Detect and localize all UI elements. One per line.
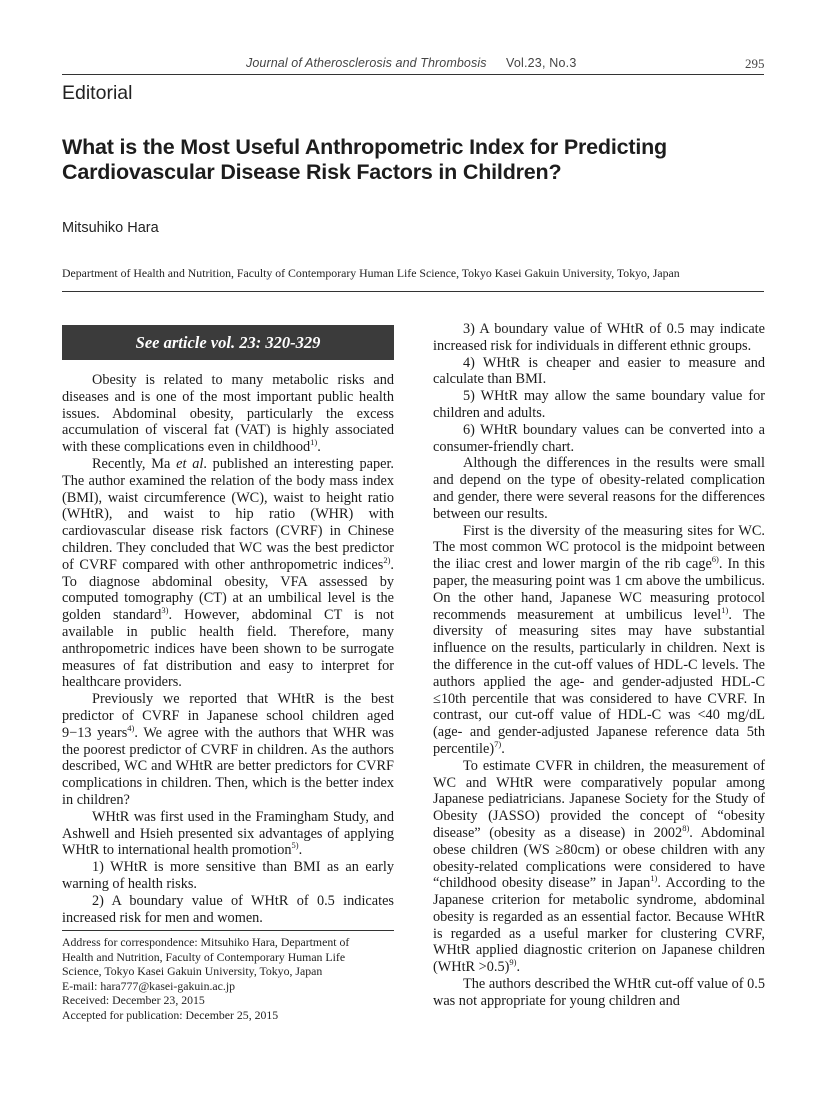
correspondence-block (62, 935, 394, 1023)
list-item: 5) WHtR may allow the same boundary value for children and adults. (433, 388, 765, 421)
see-article-banner: See article vol. 23: 320-329 (62, 325, 394, 360)
correspondence-line: Health and Nutrition, Faculty of Contemporary Human Life (62, 949, 346, 964)
title-line-2: Cardiovascular Disease Risk Factors in Children? (62, 160, 562, 184)
section-label: Editorial (62, 82, 133, 104)
accepted-date: Accepted for publication: December 25, 2015 (62, 1007, 279, 1022)
list-item: 2) A boundary value of WHtR of 0.5 indicates increased risk for men and women. (62, 892, 394, 926)
journal-name: Journal of Atherosclerosis and Thrombosis (246, 56, 487, 70)
paragraph: Previously we reported that WHtR is the best predictor of CVRF in Japanese school children aged 9−13 years$^{4)}$. We agree with the authors that WHR was the poorest predictor of CVRF in children. As the authors described, WC and WHtR are better predictors for CVRF complications in children. Then, which is the better index in children? (62, 691, 395, 808)
page-number: 295 (745, 56, 765, 71)
list-item: 6) WHtR boundary values can be converted into a consumer-friendly chart. (433, 421, 765, 455)
header-divider (62, 74, 764, 75)
title-line-1: What is the Most Useful Anthropometric Index for Predicting (62, 135, 667, 159)
correspondence-email: E-mail: hara777@kasei-gakuin.ac.jp (62, 978, 236, 993)
article-title (62, 135, 762, 185)
paragraph: Although the differences in the results were small and depend on the type of obesity-related complication and gender, there were several reasons for the differences between our results. (433, 455, 765, 522)
running-head (0, 56, 827, 72)
correspondence-line: Address for correspondence: Mitsuhiko Hara, Department of (62, 935, 350, 949)
left-column (62, 372, 394, 926)
correspondence-divider (62, 930, 394, 931)
author-affiliation: Department of Health and Nutrition, Faculty of Contemporary Human Life Science, Tokyo Kasei Gakuin University, Tokyo, Japan (62, 266, 680, 280)
correspondence-line: Science, Tokyo Kasei Gakuin University, Tokyo, Japan (62, 964, 323, 979)
paragraph: To estimate CVFR in children, the measurement of WC and WHtR were comparatively popular among Japanese pediatricians. Japanese Society for the Study of Obesity (JASSO) provided the concept of “obesity disease” (obesity as a disease) in 2002$^{8)}$. Abdominal obese children (WS ≥80cm) or obese children with any obesity-related complications were considered to have “childhood obesity disease” in Japan$^{1)}$. According to the Japanese criterion for metabolic syndrome, abdominal obesity is regarded as an essential factor. Because WHtR is regarded as a useful marker for clustering CVRF, WHtR applied diagnostic criterion on Japanese children (WHtR >0.5)$^{9)}$. (433, 757, 765, 976)
paragraph: First is the diversity of the measuring sites for WC. The most common WC protocol is the midpoint between the iliac crest and lower margin of the rib cage$^{6)}$. In this paper, the measuring point was 1 cm above the umbilicus. On the other hand, Japanese WC measuring protocol recommends measurement at umbilicus level$^{1)}$. The diversity of measuring sites may have substantial influence on the results, particularly in children. Next is the difference in the cut-off values of HDL-C levels. The authors applied the age- and gender-adjusted HDL-C ≤10th percentile that was considered to have CVRF. In contrast, our cut-off value of HDL-C was <40 mg/dL (age- and gender-adjusted Japanese reference data 5th percentile)$^{7)}$. (433, 522, 765, 757)
volume-issue: Vol.23, No.3 (506, 56, 577, 70)
right-column (433, 321, 765, 1010)
author-name: Mitsuhiko Hara (62, 220, 159, 236)
list-item: 1) WHtR is more sensitive than BMI as an early warning of health risks. (62, 859, 394, 892)
list-item: 3) A boundary value of WHtR of 0.5 may indicate increased risk for individuals in different ethnic groups. (433, 321, 765, 354)
paragraph: Obesity is related to many metabolic risks and diseases and is one of the most important public health issues. Abdominal obesity, particularly the excess accumulation of visceral fat (VAT) is highly associated with these complications even in childhood$^{1)}$. (62, 372, 394, 456)
paragraph: WHtR was first used in the Framingham Study, and Ashwell and Hsieh presented six advantages of applying WHtR to international health promotion$^{5)}$. (62, 808, 394, 859)
paragraph: Recently, Ma et al. published an interesting paper. The author examined the relation of the body mass index (BMI), waist circumference (WC), waist to height ratio (WHtR), and waist to hip ratio (WHR) with cardiovascular disease risk factors (CVRF) in Chinese children. They concluded that WC was the best predictor of CVRF compared with other anthropometric indices$^{2)}$. To diagnose abdominal obesity, VFA assessed by computed tomography (CT) at an umbilical level is the golden standard$^{3)}$. However, abdominal CT is not available in public health field. Therefore, many anthropometric indices have been shown to be surrogate measures of fat distribution and easy to interpret for healthcare providers. (62, 455, 395, 691)
received-date: Received: December 23, 2015 (62, 993, 205, 1008)
paragraph: The authors described the WHtR cut-off value of 0.5 was not appropriate for young children and (433, 976, 765, 1009)
list-item: 4) WHtR is cheaper and easier to measure and calculate than BMI. (433, 354, 765, 388)
affiliation-divider (62, 291, 764, 292)
